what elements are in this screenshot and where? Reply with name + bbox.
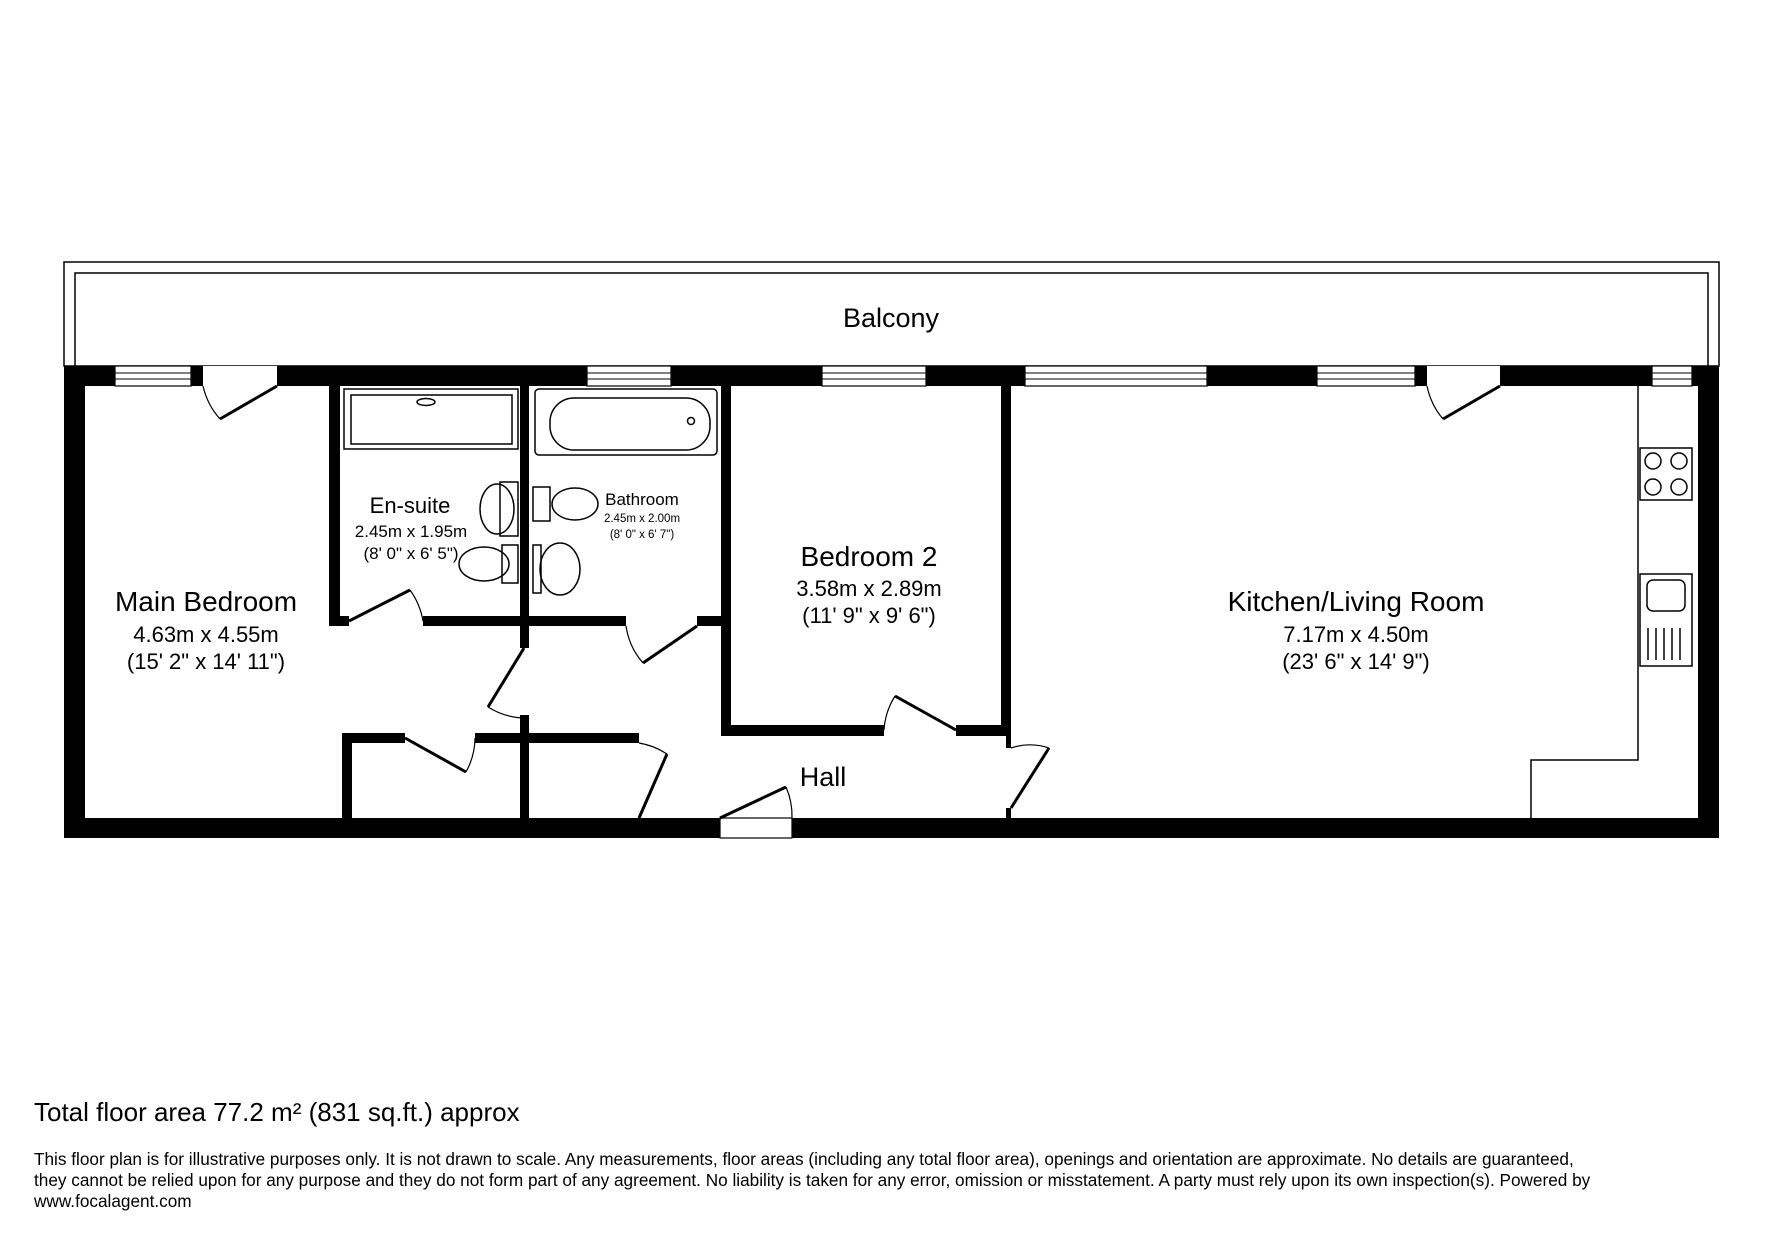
bathroom-sanitary-icons (533, 487, 598, 595)
kitchen-counter (1531, 386, 1638, 818)
bath-icon (535, 389, 717, 455)
ensuite-metric: 2.45m x 1.95m (354, 522, 468, 541)
ensuite-name: En-suite (369, 493, 451, 518)
disclaimer-line: they cannot be relied upon for any purpose and they do not form part of any agreement. No liability is taken for any error, omission or misstatement. A party must rely upon its own inspection(s). Powered by (34, 1170, 1591, 1190)
bedroom2-metric: 3.58m x 2.89m (796, 576, 942, 601)
hall-label: Hall (799, 762, 847, 792)
entrance-door (720, 818, 792, 838)
disclaimer (34, 1149, 1746, 1212)
shower-tray-icon (344, 389, 518, 449)
kitchen-name: Kitchen/Living Room (1227, 586, 1485, 617)
total-floor-area: Total floor area 77.2 m² (831 sq.ft.) approx (34, 1097, 520, 1127)
ensuite-imperial: (8' 0" x 6' 5") (363, 544, 459, 563)
main-bedroom-imperial: (15' 2" x 14' 11") (126, 649, 286, 674)
bathroom-metric: 2.45m x 2.00m (603, 513, 681, 525)
bathroom-name: Bathroom (605, 490, 679, 509)
disclaimer-link[interactable]: www.focalagent.com (34, 1191, 192, 1211)
ensuite-sanitary-icons (459, 482, 518, 583)
kitchen-sink-icon (1640, 574, 1692, 666)
bedroom2-imperial: (11' 9" x 9' 6") (802, 603, 936, 628)
balcony-label: Balcony (842, 303, 940, 333)
main-bedroom-metric: 4.63m x 4.55m (133, 622, 279, 647)
disclaimer-line: This floor plan is for illustrative purposes only. It is not drawn to scale. Any measurements, floor areas (including any total floor area), openings and orientation are approximate. No details are guaranteed, (34, 1149, 1574, 1169)
main-bedroom-name: Main Bedroom (114, 586, 298, 617)
kitchen-metric: 7.17m x 4.50m (1283, 622, 1429, 647)
bathroom-imperial: (8' 0" x 6' 7") (609, 529, 675, 541)
bedroom2-name: Bedroom 2 (800, 541, 938, 572)
hob-icon (1640, 448, 1692, 500)
kitchen-imperial: (23' 6" x 14' 9") (1282, 649, 1430, 674)
